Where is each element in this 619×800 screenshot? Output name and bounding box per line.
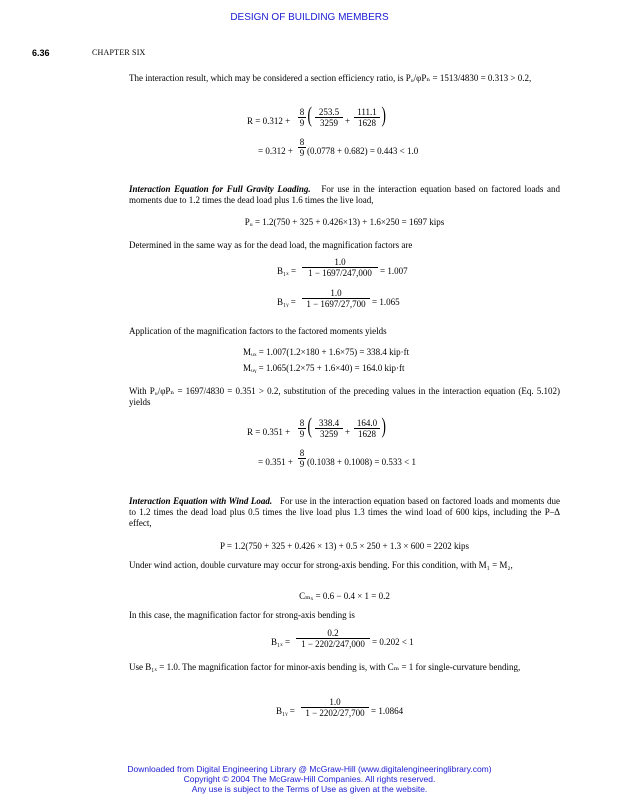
footer-terms-link[interactable]: Any use is subject to the Terms of Use as given at the website. (191, 784, 428, 794)
equation-pu-gravity: Pᵤ = 1.2(750 + 325 + 0.426×13) + 1.6×250 = 1697 kips (244, 217, 445, 227)
paragraph-4: With Pᵤ/φPₙ = 1697/4830 = 0.351 > 0.2, substitution of the preceding values in the interaction equation (Eq. 5.102) yields (129, 386, 560, 407)
paragraph-2: Determined in the same way as for the dead load, the magnification factors are (129, 240, 413, 250)
eq9-result: = 1.0864 (371, 706, 404, 716)
eq1-line2-lhs: = 0.312 + (258, 146, 293, 156)
eq8-result: = 0.202 < 1 (372, 637, 414, 647)
paragraph-6: In this case, the magnification factor for strong-axis bending is (129, 610, 355, 620)
section-heading-full-gravity: Interaction Equation for Full Gravity Loading. (129, 184, 311, 194)
equation-muy: Mᵤᵧ = 1.065(1.2×75 + 1.6×40) = 164.0 kip·ft (243, 363, 405, 373)
eq1-lhs: R = 0.312 + (247, 116, 291, 126)
paragraph-1: The interaction result, which may be considered a section efficiency ratio, is Pᵤ/φPₙ = 1513/4830 = 0.313 > 0.2, (129, 73, 532, 83)
eq8-frac: 0.2 1 − 2202/247,000 (296, 629, 370, 649)
eq5-lparen: ( (307, 413, 312, 438)
eq1-line2-rest: (0.0778 + 0.682) = 0.443 < 1.0 (307, 146, 419, 156)
section-full-gravity (129, 184, 560, 206)
eq5-line2-lhs: = 0.351 + (258, 457, 293, 467)
eq1-line2-coef: 8 9 (299, 137, 305, 158)
eq3-b1y-frac: 1.0 1 − 1697/27,700 (302, 289, 370, 309)
chapter-label: CHAPTER SIX (92, 48, 146, 57)
eq5-line2-coef: 8 9 (299, 448, 305, 469)
page-number: 6.36 (32, 48, 50, 58)
eq3-b1y-result: = 1.065 (372, 297, 400, 307)
section-body-full-gravity: For use in the interaction equation based on factored loads and moments due to 1.2 times the dead load plus 1.6 times the live load, (129, 184, 561, 205)
eq3-b1x-frac: 1.0 1 − 1697/247,000 (302, 258, 378, 278)
eq1-plus: + (345, 116, 351, 126)
eq5-frac1: 338.4 3259 (315, 419, 343, 439)
eq5-coef: 8 9 (299, 418, 305, 439)
eq5-line2-rest: (0.1038 + 0.1008) = 0.533 < 1 (307, 457, 416, 467)
eq3-b1x-result: = 1.007 (380, 266, 408, 276)
eq5-plus: + (345, 427, 351, 437)
eq3-b1x-lhs: B₁ₓ = (277, 266, 297, 276)
eq1-frac2: 111.1 1628 (354, 108, 380, 128)
paragraph-3: Application of the magnification factors to the factored moments yields (129, 326, 387, 336)
eq1-coef: 8 9 (299, 107, 305, 128)
eq1-rparen: ) (381, 102, 386, 127)
paragraph-5: Under wind action, double curvature may occur for strong-axis bending. For this condition, with M₁ = M₂, (129, 560, 513, 570)
equation-mux: Mᵤₓ = 1.007(1.2×180 + 1.6×75) = 338.4 kip·ft (243, 347, 410, 357)
equation-p-wind: P = 1.2(750 + 325 + 0.426 × 13) + 0.5 × 250 + 1.3 × 600 = 2202 kips (219, 541, 470, 551)
eq5-lhs: R = 0.351 + (247, 427, 291, 437)
eq5-frac2: 164.0 1628 (354, 419, 380, 439)
eq1-frac1: 253.5 3259 (315, 108, 343, 128)
section-heading-wind-load: Interaction Equation with Wind Load. (129, 496, 273, 506)
footer-download-link[interactable]: Downloaded from Digital Engineering Library @ McGraw-Hill (www.digitalengineeringlibrary.com) (127, 764, 492, 774)
footer-copyright: Copyright © 2004 The McGraw-Hill Companies. All rights reserved. (183, 774, 436, 784)
equation-cmx: Cₘₓ = 0.6 − 0.4 × 1 = 0.2 (299, 591, 390, 601)
section-body-wind-load: For use in the interaction equation based on factored loads and moments due to 1.2 times the dead load plus 0.5 times the live load plus 1.3 times the wind load of 600 kips, including the P–Δ effect, (129, 496, 560, 528)
eq3-b1y-lhs: B₁ᵧ = (277, 297, 296, 307)
eq8-lhs: B₁ₓ = (271, 637, 291, 647)
paragraph-7: Use B₁ₓ = 1.0. The magnification factor for minor-axis bending is, with Cₘ = 1 for single-curvature bending, (129, 662, 521, 672)
eq5-rparen: ) (381, 413, 386, 438)
eq9-frac: 1.0 1 − 2202/27,700 (301, 698, 369, 718)
eq1-lparen: ( (307, 102, 312, 127)
eq9-lhs: B₁ᵧ = (276, 706, 295, 716)
running-header: DESIGN OF BUILDING MEMBERS (230, 12, 389, 23)
section-wind-load (129, 496, 560, 529)
